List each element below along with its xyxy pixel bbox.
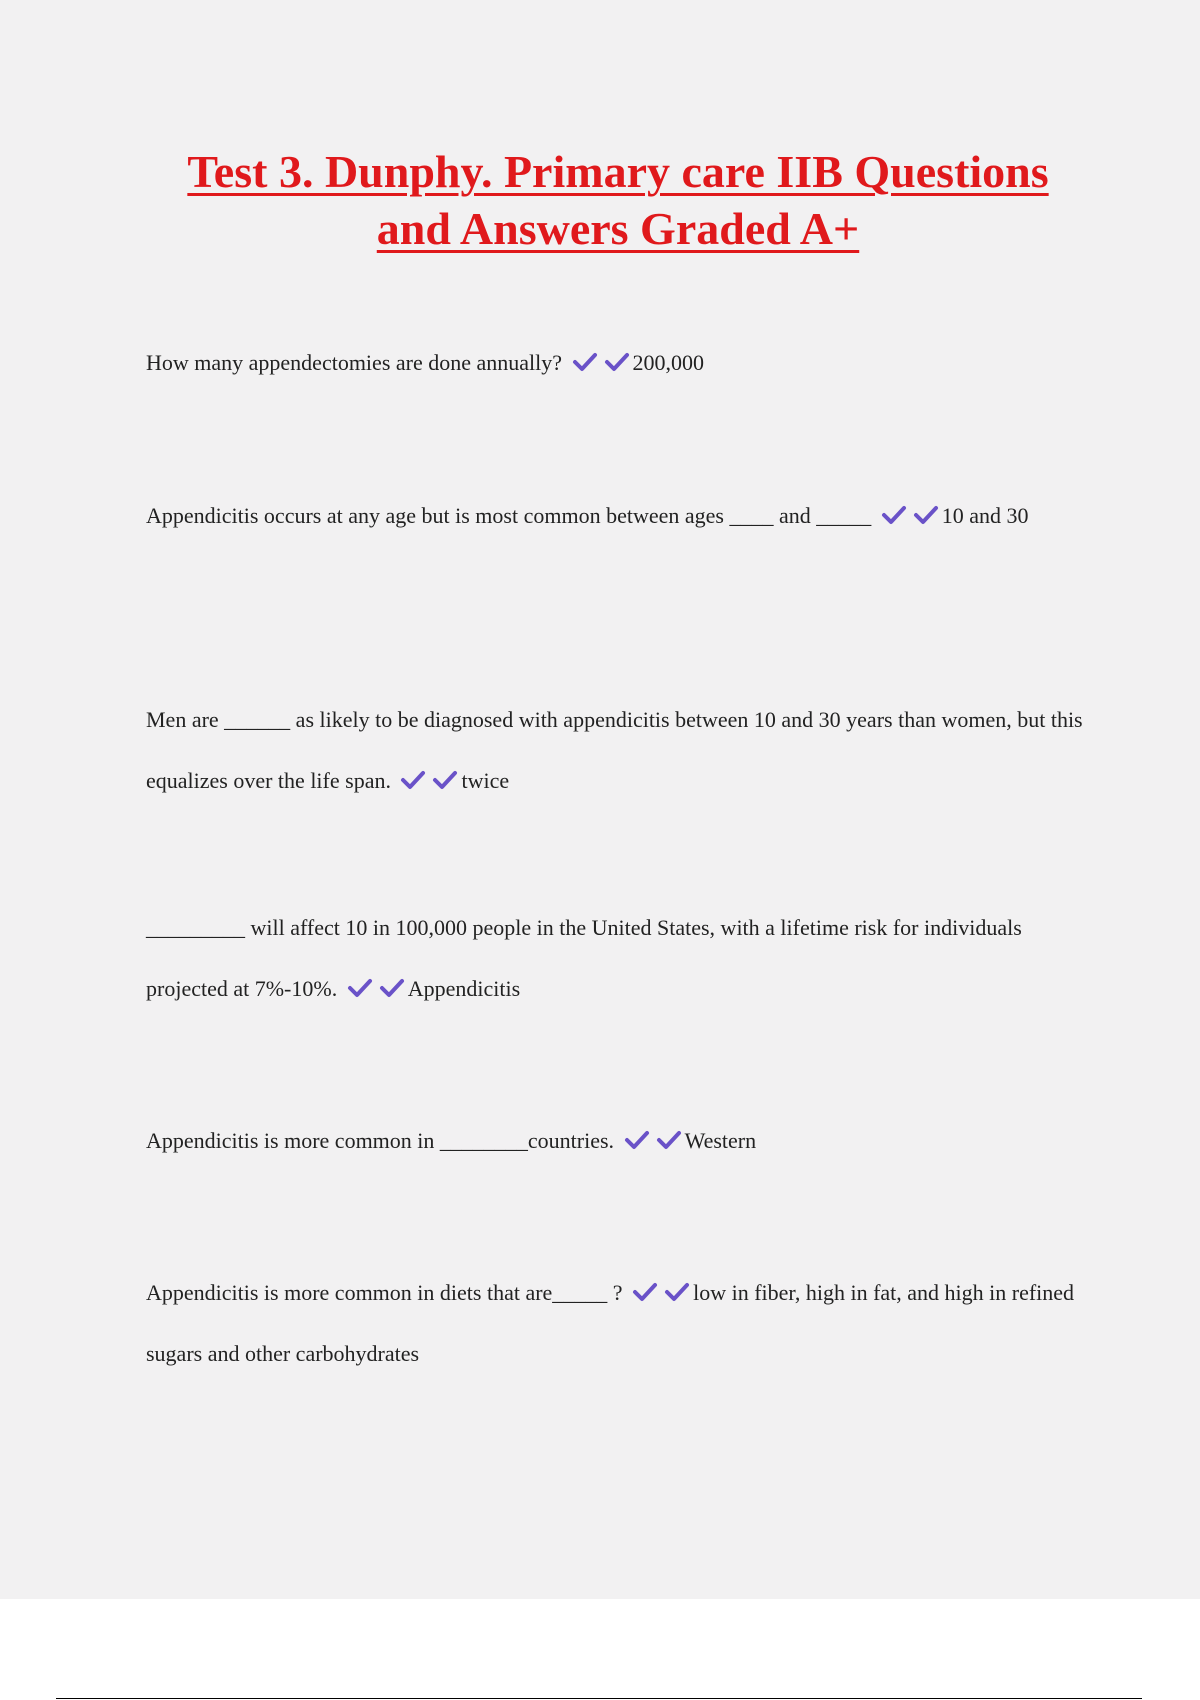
- answer-text: 200,000: [632, 350, 705, 375]
- qa-item: [146, 332, 1096, 393]
- answer-text: low in fiber, high in fat, and high in refined sugars and other carbohydrates: [146, 1280, 1075, 1366]
- qa-item: [146, 897, 1096, 1019]
- check-icon: [881, 505, 907, 525]
- question-text: Appendicitis occurs at any age but is most common between ages ____ and _____: [146, 503, 872, 528]
- answer-text: Western: [684, 1128, 757, 1153]
- check-icon: [400, 770, 426, 790]
- answer-text: Appendicitis: [407, 976, 521, 1001]
- document-title-line-2: and Answers Graded A+: [376, 203, 860, 254]
- qa-item: [146, 485, 1096, 546]
- check-icon: [913, 505, 939, 525]
- check-icon: [664, 1282, 690, 1302]
- check-icon: [347, 978, 373, 998]
- qa-item: [146, 689, 1096, 811]
- answer-text: 10 and 30: [941, 503, 1029, 528]
- answer-text: twice: [461, 768, 510, 793]
- check-icon: [604, 352, 630, 372]
- check-icon: [656, 1130, 682, 1150]
- question-text: Appendicitis is more common in diets that are_____ ?: [146, 1280, 623, 1305]
- question-text: Appendicitis is more common in ________countries.: [146, 1128, 615, 1153]
- question-text: How many appendectomies are done annually?: [146, 350, 563, 375]
- check-icon: [572, 352, 598, 372]
- document-title: [80, 143, 1156, 257]
- document-title-line-1: Test 3. Dunphy. Primary care IIB Questions: [187, 146, 1049, 197]
- check-icon: [624, 1130, 650, 1150]
- check-icon: [379, 978, 405, 998]
- question-text: _________ will affect 10 in 100,000 people in the United States, with a lifetime risk for individuals projected at 7%-10%.: [146, 915, 1022, 1001]
- qa-item: [146, 1110, 1096, 1171]
- footer-divider: [56, 1698, 1142, 1699]
- check-icon: [632, 1282, 658, 1302]
- check-icon: [432, 770, 458, 790]
- question-text: Men are ______ as likely to be diagnosed with appendicitis between 10 and 30 years than women, but this equalizes over the life span.: [146, 707, 1083, 793]
- qa-item: [146, 1262, 1096, 1384]
